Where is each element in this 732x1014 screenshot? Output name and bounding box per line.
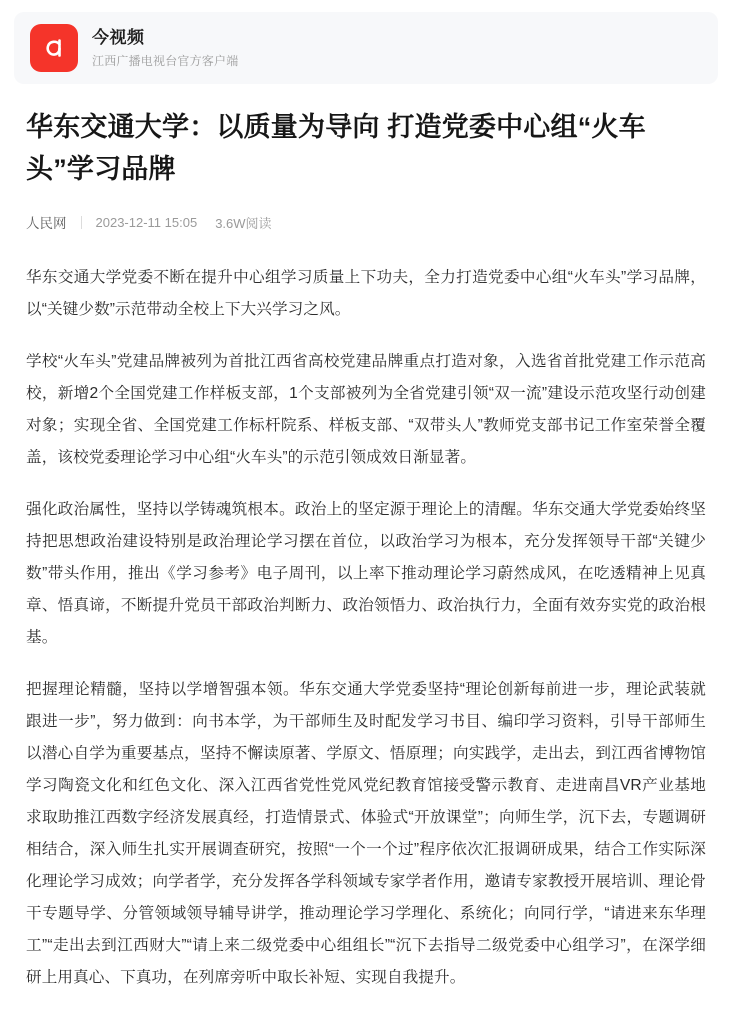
app-subtitle: 江西广播电视台官方客户端: [92, 53, 239, 68]
app-meta: [92, 27, 238, 70]
article-paragraph: 学校“火车头”党建品牌被列为首批江西省高校党建品牌重点打造对象，入选省首批党建工作示范高校，新增2个全国党建工作样板支部，1个支部被列为全省党建引领“双一流”建设示范攻坚行动创建对象；实现全省、全国党建工作标杆院系、样板支部、“双带头人”教师党支部书记工作室荣誉全覆盖，该校党委理论学习中心组“火车头”的示范引领成效日渐显著。: [26, 353, 706, 466]
byline-date: 2023-12-11 15:05: [95, 214, 198, 230]
app-name: 今视频: [92, 27, 145, 47]
article-body: [26, 262, 706, 994]
byline: [26, 212, 706, 232]
page-title: 华东交通大学：以质量为导向 打造党委中心组“火车头”学习品牌: [26, 112, 646, 184]
byline-read-count: 3.6W阅读: [215, 215, 272, 231]
article-container: [0, 84, 732, 994]
byline-divider: [81, 216, 82, 229]
alpha-logo-icon: [30, 24, 78, 72]
article-paragraph: 强化政治属性，坚持以学铸魂筑根本。政治上的坚定源于理论上的清醒。华东交通大学党委始终坚持把思想政治建设特别是政治理论学习摆在首位，以政治学习为根本，充分发挥领导干部“关键少数”带头作用，推出《学习参考》电子周刊，以上率下推动理论学习蔚然成风，在吃透精神上见真章、悟真谛，不断提升党员干部政治判断力、政治领悟力、政治执行力，全面有效夯实党的政治根基。: [26, 501, 706, 646]
article-paragraph: 华东交通大学党委不断在提升中心组学习质量上下功夫，全力打造党委中心组“火车头”学习品牌，以“关键少数”示范带动全校上下大兴学习之风。: [26, 269, 706, 318]
article-paragraph: 把握理论精髓，坚持以学增智强本领。华东交通大学党委坚持“理论创新每前进一步，理论武装就跟进一步”，努力做到：向书本学，为干部师生及时配发学习书目、编印学习资料，引导干部师生以潜心自学为重要基点，坚持不懈读原著、学原文、悟原理；向实践学，走出去，到江西省博物馆学习陶瓷文化和红色文化、深入江西省党性党风党纪教育馆接受警示教育、走进南昌VR产业基地求取助推江西数字经济发展真经，打造情景式、体验式“开放课堂”；向师生学，沉下去，专题调研相结合，深入师生扎实开展调查研究，按照“一个一个过”程序依次汇报调研成果，结合工作实际深化理论学习成效；向学者学，充分发挥各学科领域专家学者作用，邀请专家教授开展培训、理论骨干专题导学、分管领域领导辅导讲学，推动理论学习学理化、系统化；向同行学，“请进来东华理工”“走出去到江西财大”“请上来二级党委中心组组长”“沉下去指导二级党委中心组学习”，在深学细研上用真心、下真功，在列席旁听中取长补短、实现自我提升。: [26, 681, 706, 986]
byline-source: 人民网: [26, 216, 67, 231]
app-header-card[interactable]: [14, 12, 718, 84]
